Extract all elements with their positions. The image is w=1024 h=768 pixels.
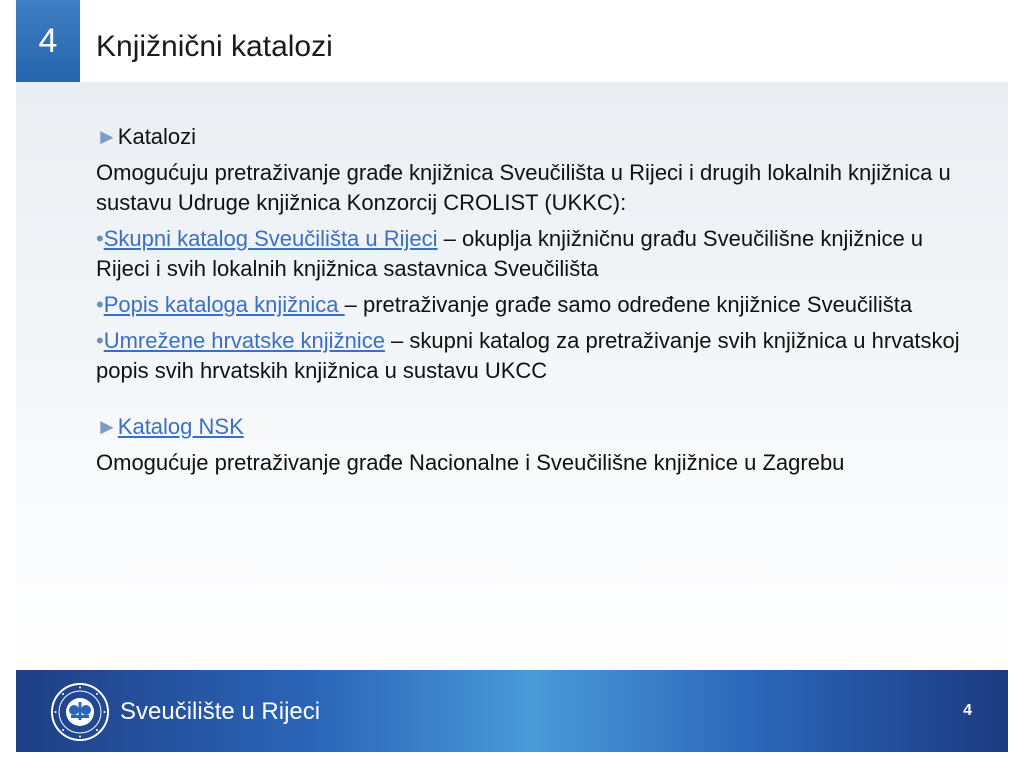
list-item-text: – skupni katalog za pretraživanje svih knjižnica u hrvatskoj popis svih hrvatskih knjižnica u sustavu UKCC <box>96 328 960 383</box>
list-item-skupni-katalog <box>96 224 976 284</box>
section-katalozi-heading <box>96 122 976 152</box>
list-item-text: – pretraživanje građe samo određene knjižnice Sveučilišta <box>344 292 913 317</box>
link-popis-kataloga[interactable]: Popis kataloga knjižnica <box>103 292 345 317</box>
bullet-icon: • <box>96 328 104 353</box>
section-katalog-nsk-description: Omogućuje pretraživanje građe Nacionalne i Sveučilišne knjižnice u Zagrebu <box>96 450 845 475</box>
section-katalozi-description: Omogućuju pretraživanje građe knjižnica Sveučilišta u Rijeci i drugih lokalnih knjižnica u sustavu Udruge knjižnica Konzorcij CROLIST (UKKC): <box>96 160 951 215</box>
list-item-text: – okuplja knjižničnu građu Sveučilišne knjižnice u Rijeci i svih lokalnih knjižnica sastavnica Sveučilišta <box>96 226 924 281</box>
slide-title: Knjižnični katalozi <box>96 30 333 63</box>
list-item-popis-kataloga <box>96 290 976 320</box>
page-number: 4 <box>963 702 972 719</box>
slide-content <box>96 122 976 484</box>
arrow-bullet-icon: ► <box>96 124 118 149</box>
section-katalog-nsk-heading <box>96 412 976 442</box>
link-skupni-katalog[interactable]: Skupni katalog Sveučilišta u Rijeci <box>103 226 438 251</box>
footer-bar <box>16 670 1008 752</box>
bullet-icon: • <box>96 292 104 317</box>
link-umrezene-knjiznice[interactable]: Umrežene hrvatske knjižnice <box>103 328 385 353</box>
section-heading-text: Katalozi <box>117 124 197 149</box>
list-item-umrezene-knjiznice <box>96 326 976 386</box>
bullet-icon: • <box>96 226 104 251</box>
institution-name: Sveučilište u Rijeci <box>120 698 321 725</box>
university-seal-icon <box>50 682 110 742</box>
arrow-bullet-icon: ► <box>96 414 118 439</box>
link-katalog-nsk[interactable]: Katalog NSK <box>117 414 244 439</box>
slide-number-badge: 4 <box>16 0 80 82</box>
